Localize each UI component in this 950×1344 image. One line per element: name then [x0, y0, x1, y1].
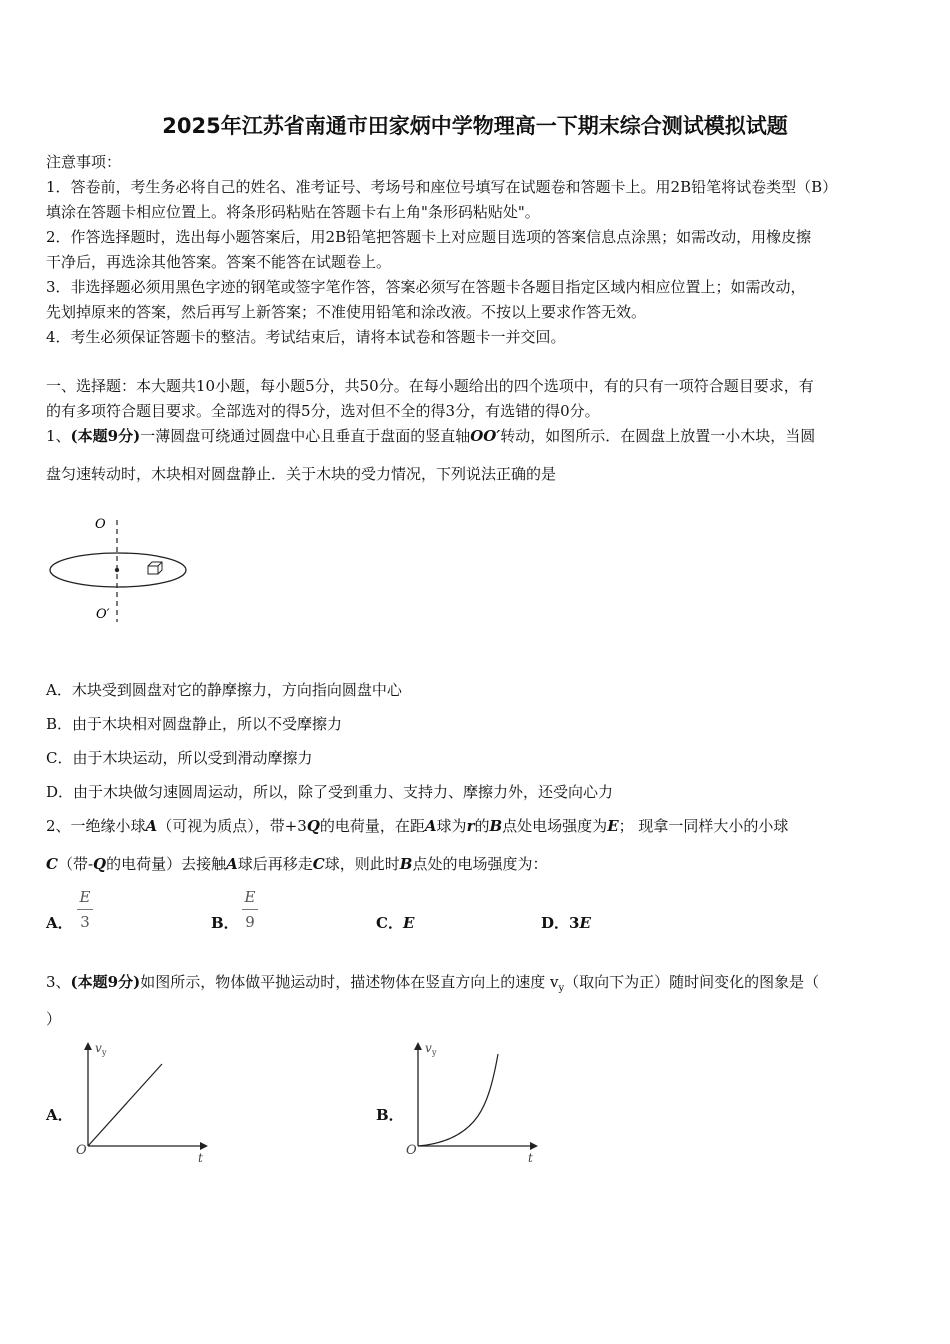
- graph-a-x-arrow: [200, 1142, 208, 1150]
- notice-heading: 注意事项：: [46, 153, 122, 171]
- q1-disk-figure: [40, 510, 200, 625]
- q2-option-c[interactable]: [376, 912, 414, 934]
- q2-var-Q2: Q: [93, 855, 107, 873]
- q3-graph-a: [72, 1036, 222, 1166]
- page-title: 2025年江苏省南通市田家炳中学物理高一下期末综合测试模拟试题: [162, 114, 788, 138]
- q3-graph-b: [402, 1036, 552, 1166]
- q3-line-1: [46, 970, 908, 1001]
- q2-var-r: r: [466, 817, 475, 835]
- notice-line-1: 1．答卷前，考生务必将自己的姓名、准考证号、考场号和座位号填写在试题卷和答题卡上。用2B铅笔将试卷类型（B）: [46, 178, 838, 196]
- q3-option-a[interactable]: A．: [46, 1106, 73, 1124]
- q2-option-a-numerator: E: [79, 888, 91, 906]
- q1-option-a[interactable]: A．木块受到圆盘对它的静摩擦力，方向指向圆盘中心: [46, 681, 402, 699]
- q3-number: 3、: [46, 973, 71, 991]
- block-icon: [148, 562, 162, 574]
- q2-option-b-fraction-bar: [242, 909, 258, 910]
- q1-option-c[interactable]: C．由于木块运动，所以受到滑动摩擦力: [46, 749, 313, 767]
- q3-option-b[interactable]: B．: [376, 1106, 404, 1124]
- q2-text-p11: 球，则此时: [324, 855, 400, 873]
- q1-score: (本题9分): [70, 427, 141, 445]
- graph-b-x-arrow: [530, 1142, 538, 1150]
- q2-text-p8: （带-: [57, 855, 94, 873]
- q2-text-p7: ； 现拿一同样大小的小球: [618, 817, 789, 835]
- q1-axis: OO′: [470, 427, 501, 445]
- graph-b-origin: O: [406, 1143, 417, 1158]
- q2-option-a-fraction-bar: [77, 909, 93, 910]
- q1-number: 1、: [46, 427, 71, 445]
- q2-option-d-label: D．3: [541, 914, 580, 932]
- label-O: O: [95, 517, 106, 532]
- q2-line-1: [46, 814, 908, 839]
- q2-option-d-value: E: [579, 914, 591, 932]
- q2-var-C: C: [46, 855, 58, 873]
- q2-var-A2: A: [424, 817, 437, 835]
- q3-text-2: （取向下为正）随时间变化的图象是（: [564, 973, 820, 991]
- section-line-2: 的有多项符合题目要求。全部选对的得5分，选对但不全的得3分，有选错的得0分。: [46, 402, 600, 420]
- q2-option-d[interactable]: [541, 912, 591, 934]
- q2-text-p10: 球后再移走: [237, 855, 313, 873]
- q2-text-p4: 球为: [436, 817, 467, 835]
- q3-score: (本题9分): [70, 973, 141, 991]
- q3-text-1: 如图所示，物体做平抛运动时，描述物体在竖直方向上的速度 v: [140, 973, 559, 991]
- graph-a-y-arrow: [84, 1042, 92, 1050]
- q2-text-p12: 点处的电场强度为：: [412, 855, 548, 873]
- q2-var-B: B: [489, 817, 503, 835]
- graph-a-origin: O: [76, 1143, 87, 1158]
- q2-text-p3: 的电荷量，在距: [319, 817, 425, 835]
- q2-option-b[interactable]: B．: [211, 914, 239, 932]
- q2-var-A3: A: [226, 855, 238, 873]
- graph-b-y-sub: y: [432, 1048, 437, 1057]
- q2-var-C2: C: [312, 855, 325, 873]
- graph-b-y-arrow: [414, 1042, 422, 1050]
- q2-var-A: A: [145, 817, 158, 835]
- notice-line-5: 3．非选择题必须用黑色字迹的钢笔或签字笔作答，答案必须写在答题卡各题目指定区域内相应位置上；如需改动，: [46, 278, 806, 296]
- q2-text-p2: （可视为质点），带+3: [157, 817, 307, 835]
- center-dot: [115, 568, 119, 572]
- q2-option-a[interactable]: A．: [46, 914, 73, 932]
- notice-line-2: 填涂在答题卡相应位置上。将条形码粘贴在答题卡右上角"条形码粘贴处"。: [46, 203, 540, 221]
- q2-option-a-denominator: 3: [80, 913, 90, 931]
- q2-option-b-numerator: E: [244, 888, 256, 906]
- q2-option-c-value: E: [402, 914, 415, 932]
- notice-line-3: 2．作答选择题时，选出每小题答案后，用2B铅笔把答题卡上对应题目选项的答案信息点涂黑；如需改动，用橡皮擦: [46, 228, 812, 246]
- q1-option-d[interactable]: D．由于木块做匀速圆周运动，所以，除了受到重力、支持力、摩擦力外，还受向心力: [46, 783, 614, 801]
- q2-var-E: E: [607, 817, 619, 835]
- q2-text-p6: 点处电场强度为: [502, 817, 608, 835]
- notice-line-6: 先划掉原来的答案，然后再写上新答案；不准使用铅笔和涂改液。不按以上要求作答无效。: [46, 303, 647, 321]
- graph-a-y-sub: y: [102, 1048, 107, 1057]
- q2-option-b-denominator: 9: [245, 913, 255, 931]
- graph-a-x-label: t: [198, 1151, 203, 1165]
- q3-subscript: y: [558, 983, 565, 994]
- graph-a-y-label: v: [95, 1041, 102, 1055]
- q1-text-1: 一薄圆盘可绕通过圆盘中心且垂直于盘面的竖直轴: [140, 427, 471, 445]
- q2-var-Q: Q: [306, 817, 320, 835]
- graph-a-line: [88, 1064, 162, 1146]
- q2-text-p5: 的: [474, 817, 490, 835]
- q2-var-B2: B: [399, 855, 413, 873]
- graph-b-x-label: t: [528, 1151, 533, 1165]
- q2-option-c-label: C．: [376, 914, 403, 932]
- label-O-prime: O′: [96, 607, 110, 622]
- q1-line-2: 盘匀速转动时，木块相对圆盘静止．关于木块的受力情况，下列说法正确的是: [46, 465, 557, 483]
- section-line-1: 一、选择题：本大题共10小题，每小题5分，共50分。在每小题给出的四个选项中，有的只有一项符合题目要求，有: [46, 377, 814, 395]
- q1-text-2: 转动，如图所示．在圆盘上放置一小木块，当圆: [500, 427, 816, 445]
- q3-line-2: ）: [46, 1010, 62, 1028]
- notice-line-7: 4．考生必须保证答题卡的整洁。考试结束后，请将本试卷和答题卡一并交回。: [46, 328, 566, 346]
- q1-line-1: [46, 424, 908, 449]
- graph-b-curve: [418, 1054, 498, 1146]
- notice-line-4: 干净后，再选涂其他答案。答案不能答在试题卷上。: [46, 253, 392, 271]
- graph-b-y-label: v: [425, 1041, 432, 1055]
- q2-text-p1: 2、一绝缘小球: [46, 817, 146, 835]
- q2-text-p9: 的电荷量）去接触: [106, 855, 227, 873]
- q1-option-b[interactable]: B．由于木块相对圆盘静止，所以不受摩擦力: [46, 715, 343, 733]
- q2-line-2: [46, 852, 908, 877]
